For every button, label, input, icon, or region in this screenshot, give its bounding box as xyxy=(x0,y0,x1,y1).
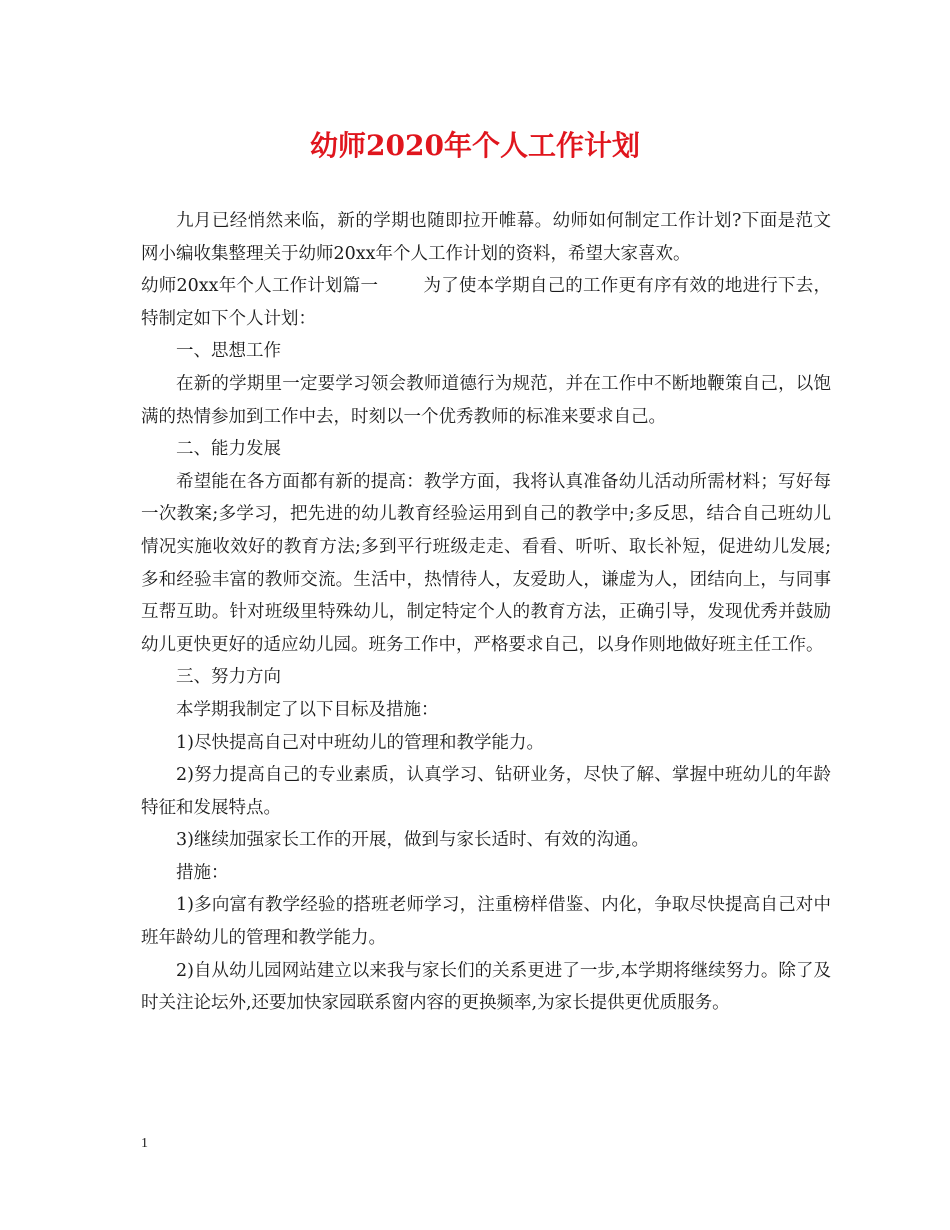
section-heading: 三、努力方向 xyxy=(176,667,281,688)
list-item: 2)自从幼儿园网站建立以来我与家长们的关系更进了一步,本学期将继续努力。除了及时关注论坛外,还要加快家园联系窗内容的更换频率,为家长提供更优质服务。 xyxy=(141,960,831,1014)
list-item: 1)多向富有教学经验的搭班老师学习，注重榜样借鉴、内化，争取尽快提高自己对中班年龄幼儿的管理和教学能力。 xyxy=(141,895,831,949)
document-body xyxy=(141,205,831,1020)
measures-label: 措施： xyxy=(176,862,229,883)
paragraph: 本学期我制定了以下目标及措施： xyxy=(176,699,439,720)
intro-paragraph: 九月已经悄然来临，新的学期也随即拉开帷幕。幼师如何制定工作计划?下面是范文网小编收集整理关于幼师20xx年个人工作计划的资料，希望大家喜欢。 xyxy=(141,211,831,264)
document-title: 幼师2020年个人工作计划 xyxy=(310,129,640,162)
list-item: 2)努力提高自己的专业素质，认真学习、钻研业务，尽快了解、掌握中班幼儿的年龄特征和发展特点。 xyxy=(141,765,831,818)
section-heading: 二、能力发展 xyxy=(176,439,281,460)
list-item: 1)尽快提高自己对中班幼儿的管理和教学能力。 xyxy=(176,732,544,753)
section-label: 幼师20xx年个人工作计划篇一 xyxy=(141,276,379,297)
section-opening: 为了使本学期自己的工作更有序有效的地进行下去，特制定如下个人计划： xyxy=(141,276,831,329)
page-number: 1 xyxy=(141,1136,148,1151)
paragraph: 希望能在各方面都有新的提高：教学方面，我将认真准备幼儿活动所需材料；写好每一次教案;多学习，把先进的幼儿教育经验运用到自己的教学中;多反思，结合自己班幼儿情况实施收效好的教育方法;多到平行班级走走、看看、听听、取长补短，促进幼儿发展;多和经验丰富的教师交流。生活中，热情待人，友爱助人，谦虚为人，团结向上，与同事互帮互助。针对班级里特殊幼儿，制定特定个人的教育方法，正确引导，发现优秀并鼓励幼儿更快更好的适应幼儿园。班务工作中，严格要求自己，以身作则地做好班主任工作。 xyxy=(141,471,831,655)
section-heading: 一、思想工作 xyxy=(176,341,281,362)
list-item: 3)继续加强家长工作的开展，做到与家长适时、有效的沟通。 xyxy=(176,830,649,851)
paragraph: 在新的学期里一定要学习领会教师道德行为规范，并在工作中不断地鞭策自己，以饱满的热情参加到工作中去，时刻以一个优秀教师的标准来要求自己。 xyxy=(141,373,831,427)
section-intro-paragraph xyxy=(141,270,831,335)
